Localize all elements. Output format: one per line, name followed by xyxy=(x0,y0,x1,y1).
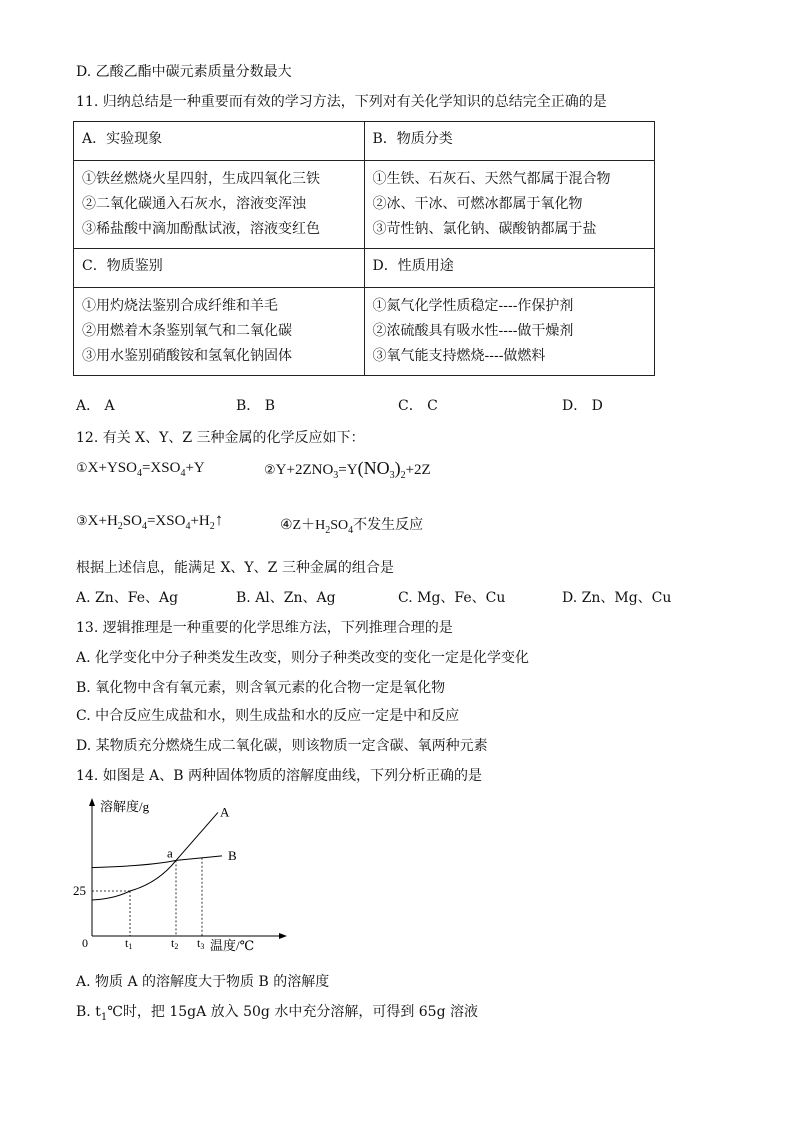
q11-cell-d-body xyxy=(364,288,655,376)
q12-option-c[interactable]: C. Mg、Fe、Cu xyxy=(398,590,506,606)
q11-cell-c-head: C．物质鉴别 xyxy=(74,249,365,288)
curve-a xyxy=(92,812,218,900)
x-axis-arrow xyxy=(279,933,287,939)
y-axis-arrow xyxy=(89,798,95,806)
origin-label: 0 xyxy=(82,936,88,950)
q11-a-item: ②二氧化碳通入石灰水，溶液变浑浊 xyxy=(82,196,306,212)
q11-cell-a-body xyxy=(74,161,365,249)
series-b-label: B xyxy=(228,847,237,863)
chart-axes xyxy=(89,798,287,939)
q11-c-item: ②用燃着木条鉴别氧气和二氧化碳 xyxy=(82,323,292,339)
q11-cell-c-body xyxy=(74,288,365,376)
q11-option-b[interactable]: B． B xyxy=(236,398,276,414)
q13-option-b[interactable]: B. 氧化物中含有氧元素，则含氧元素的化合物一定是氧化物 xyxy=(76,680,446,696)
q11-a-item: ③稀盐酸中滴加酚酞试液，溶液变红色 xyxy=(82,221,320,237)
q12-r1-number: ① xyxy=(76,461,88,476)
q13-option-a[interactable]: A. 化学变化中分子种类发生改变，则分子种类改变的变化一定是化学变化 xyxy=(76,650,530,666)
q11-d-item: ③氧气能支持燃烧----做燃料 xyxy=(372,348,546,364)
q12-option-d[interactable]: D. Zn、Mg、Cu xyxy=(562,590,672,606)
q11-cell-b-head: B．物质分类 xyxy=(364,122,655,161)
solubility-chart xyxy=(70,795,300,960)
q13-option-d[interactable]: D. 某物质充分燃烧生成二氧化碳，则该物质一定含碳、氧两种元素 xyxy=(76,738,488,754)
q11-d-item: ②浓硫酸具有吸水性----做干燥剂 xyxy=(372,323,574,339)
q10-option-d: D. 乙酸乙酯中碳元素质量分数最大 xyxy=(76,64,292,80)
x-tick-label: t2 xyxy=(171,936,179,951)
q11-c-item: ①用灼烧法鉴别合成纤维和羊毛 xyxy=(82,298,278,314)
q11-stem: 11. 归纳总结是一种重要而有效的学习方法，下列对有关化学知识的总结完全正确的是 xyxy=(76,94,607,110)
x-axis-label: 温度/℃ xyxy=(210,938,255,953)
q11-table xyxy=(73,121,655,376)
series-a-label: A xyxy=(220,804,230,820)
x-tick-label: t3 xyxy=(197,936,205,951)
y-tick-label: 25 xyxy=(73,883,86,898)
q12-stem: 12. 有关 X、Y、Z 三种金属的化学反应如下： xyxy=(76,430,365,446)
q12-reaction-2: $②Y+2ZNO_3=Y(NO_3)_2+2Z$ xyxy=(264,458,431,481)
q11-a-item: ①铁丝燃烧火星四射，生成四氧化三铁 xyxy=(82,171,320,187)
q12-option-a[interactable]: A. Zn、Fe、Ag xyxy=(76,590,179,606)
q12-r3-number: ③ xyxy=(76,514,88,529)
q11-d-item: ①氮气化学性质稳定----作保护剂 xyxy=(372,298,574,314)
x-tick-label: t1 xyxy=(125,936,133,951)
q12-lead: 根据上述信息，能满足 X、Y、Z 三种金属的组合是 xyxy=(76,560,394,576)
q11-b-item: ③苛性钠、氯化钠、碳酸钠都属于盐 xyxy=(372,221,597,237)
q11-option-d[interactable]: D． D xyxy=(562,398,603,414)
curve-b xyxy=(92,856,222,868)
chart-curves xyxy=(92,812,222,900)
q11-option-c[interactable]: C． C xyxy=(398,398,438,414)
q12-reaction-1: $①X+YSO_4=XSO_4+Y$ xyxy=(76,460,205,479)
q11-cell-b-body xyxy=(364,161,655,249)
q13-option-c[interactable]: C. 中合反应生成盐和水，则生成盐和水的反应一定是中和反应 xyxy=(76,708,460,724)
q12-r2-number: ② xyxy=(264,463,276,478)
q11-b-item: ①生铁、石灰石、天然气都属于混合物 xyxy=(372,171,611,187)
q12-reaction-3: $③X+H_2SO_4=XSO_4+H_2↑$ xyxy=(76,510,224,532)
q11-cell-a-head: A．实验现象 xyxy=(74,122,365,161)
q12-reaction-4: $④Z+H_2SO_4$不发生反应 xyxy=(280,518,424,536)
y-axis-label: 溶解度/g xyxy=(100,799,150,814)
q11-b-item: ②冰、干冰、可燃冰都属于氧化物 xyxy=(372,196,583,212)
q11-c-item: ③用水鉴别硝酸铵和氢氧化钠固体 xyxy=(82,348,292,364)
intersection-label: a xyxy=(167,845,173,861)
q13-stem: 13. 逻辑推理是一种重要的化学思维方法，下列推理合理的是 xyxy=(76,620,453,636)
chart-guides xyxy=(92,858,202,936)
q11-option-a[interactable]: A． A xyxy=(76,398,115,414)
chart-labels xyxy=(73,799,254,953)
q14-option-b[interactable]: B. $t_1℃$时，把 15gA 放入 50g 水中充分溶解，可得到 65g 溶液 xyxy=(76,1004,479,1023)
q11-cell-d-head: D．性质用途 xyxy=(364,249,655,288)
q14-option-a[interactable]: A. 物质 A 的溶解度大于物质 B 的溶解度 xyxy=(76,974,330,990)
q14-stem: 14. 如图是 A、B 两种固体物质的溶解度曲线，下列分析正确的是 xyxy=(76,768,483,784)
q12-option-b[interactable]: B. Al、Zn、Ag xyxy=(236,590,336,606)
